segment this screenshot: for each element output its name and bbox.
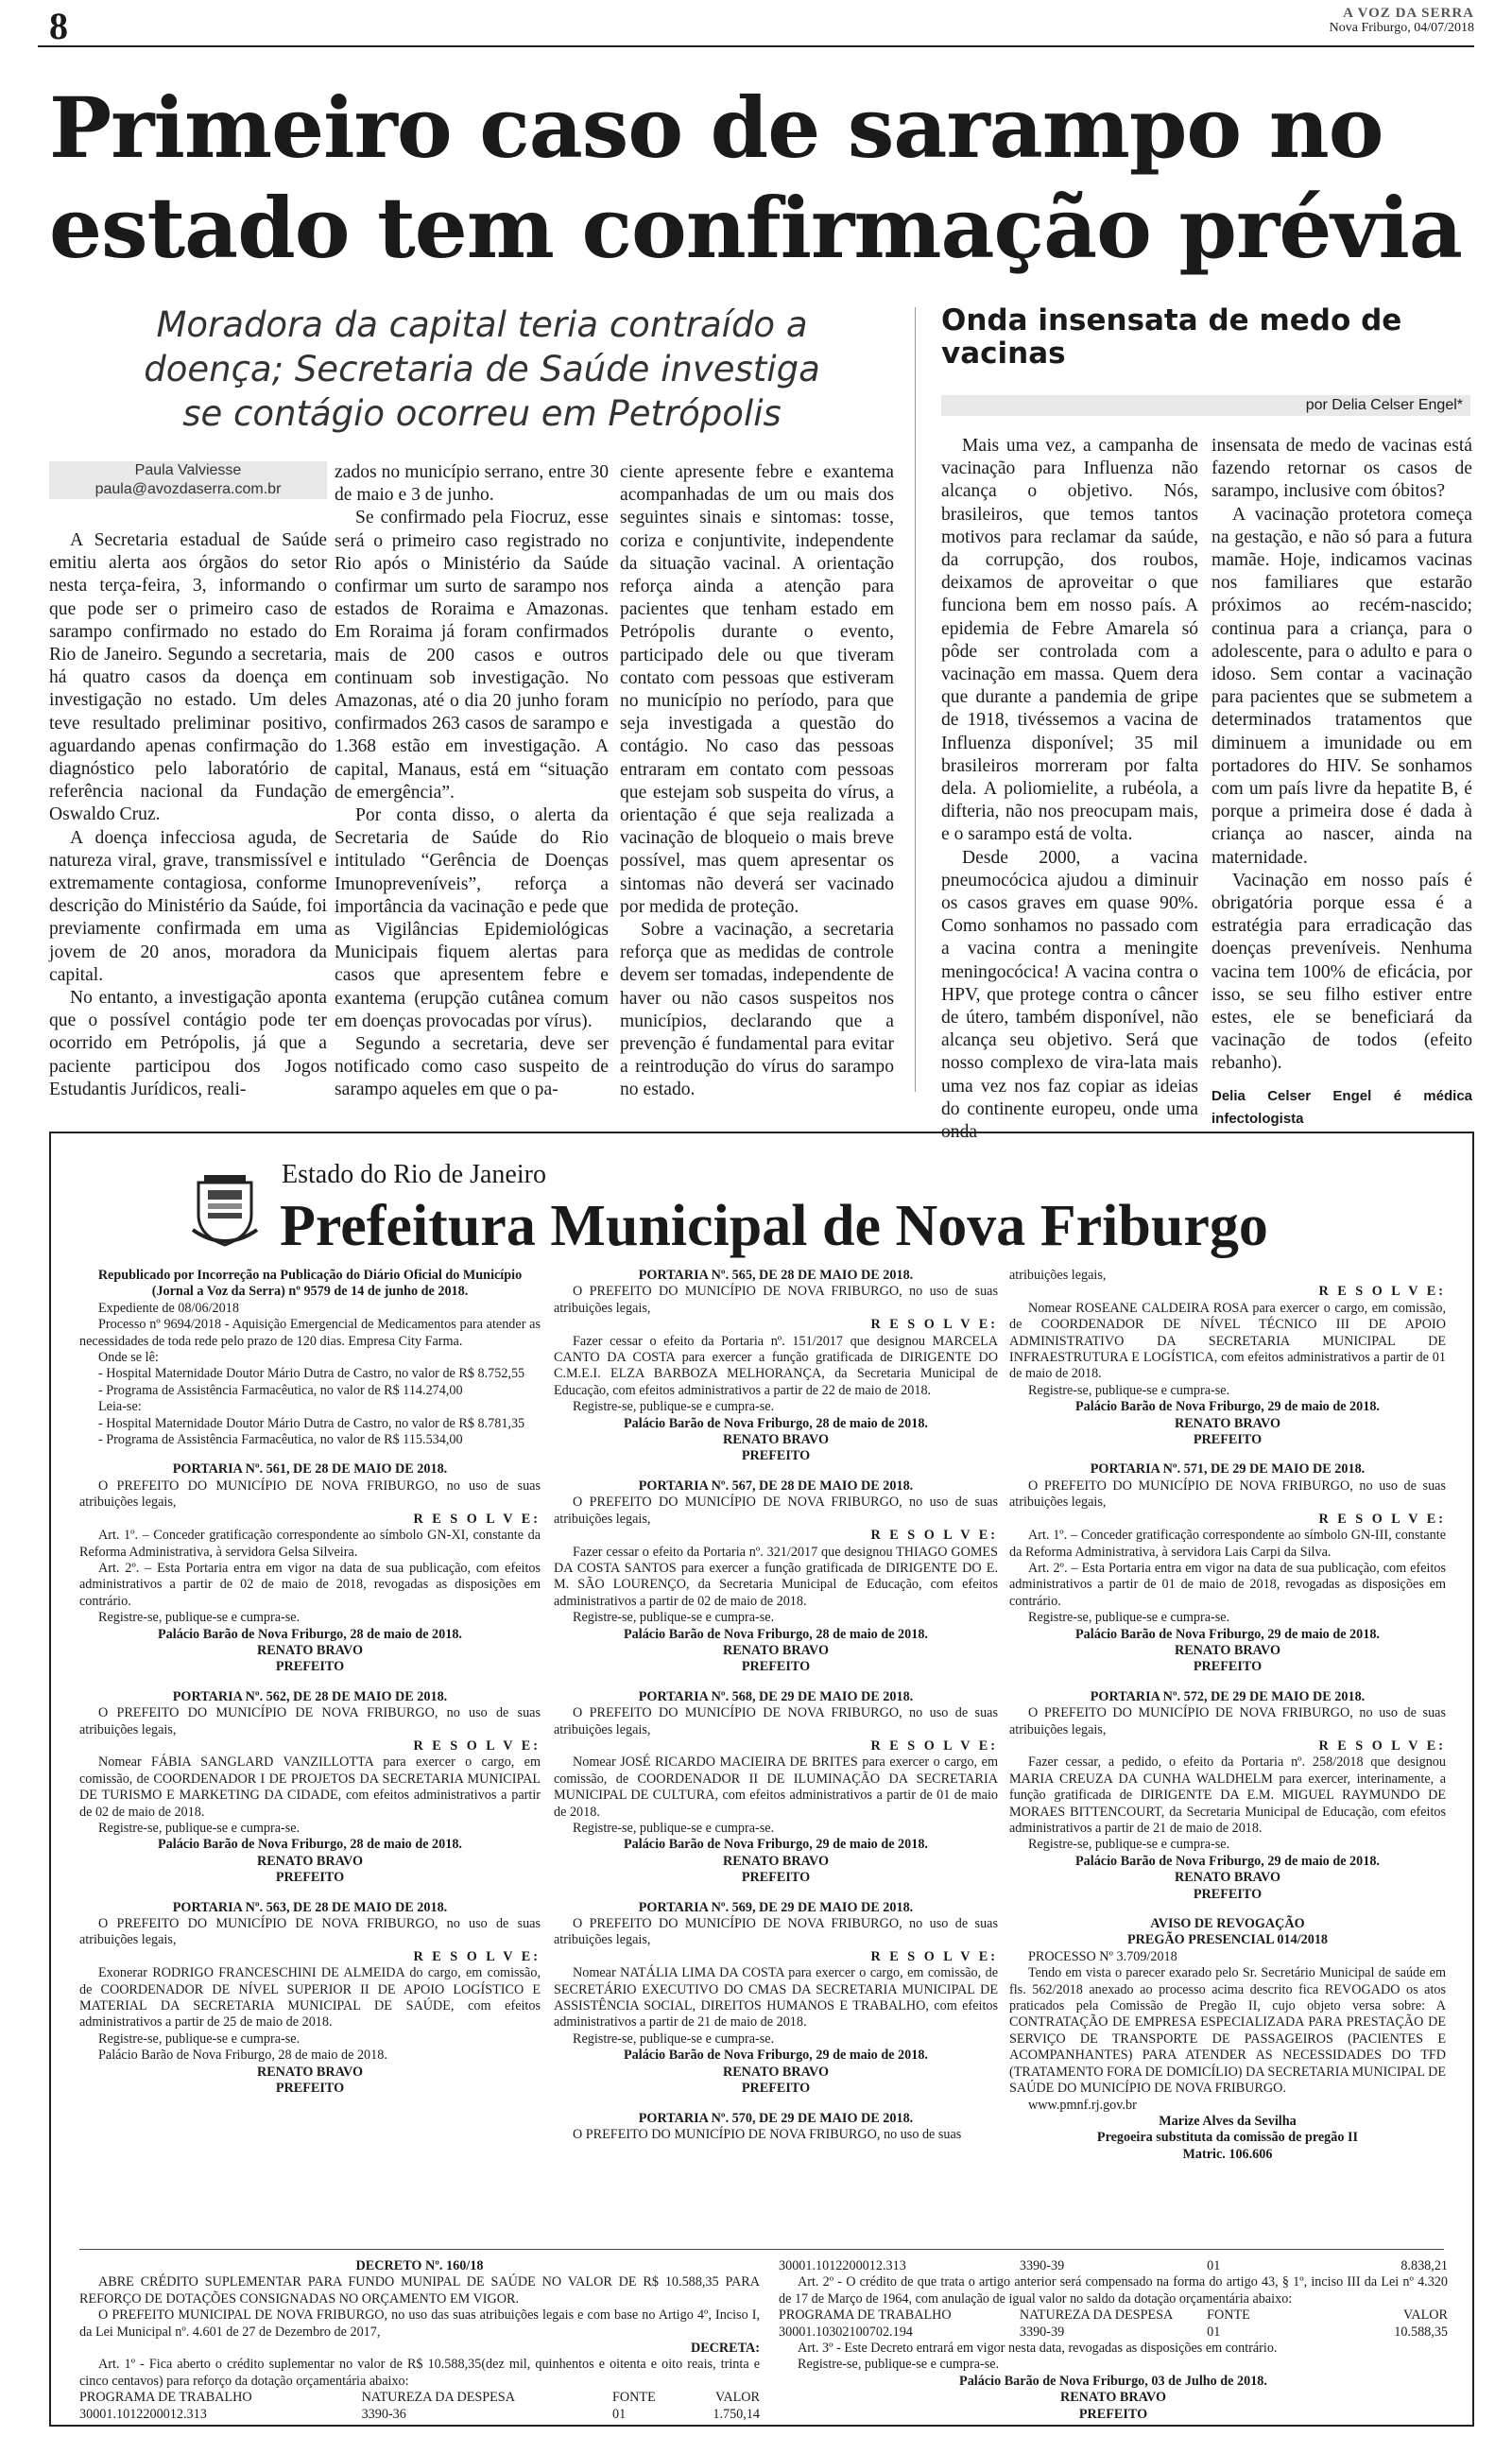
notice-paragraph: Registre-se, publique-se e cumpra-se. <box>573 2031 775 2047</box>
table-header: NATUREZA DA DESPESA <box>361 2390 515 2406</box>
notice-heading: PREFEITO <box>741 1659 811 1675</box>
notice-paragraph: O PREFEITO DO MUNICÍPIO DE NOVA FRIBURGO, no uso de suas atribuições legais, <box>554 1705 998 1737</box>
notice-paragraph: Registre-se, publique-se e cumpra-se. <box>98 1821 301 1836</box>
table-cell: 01 <box>1207 2324 1221 2340</box>
table-cell: 8.838,21 <box>1400 2258 1448 2273</box>
notice-paragraph: O PREFEITO DO MUNICÍPIO DE NOVA FRIBURGO, no uso de suas <box>573 2126 962 2142</box>
notice-heading: Marize Alves da Sevilha <box>1159 2113 1297 2129</box>
table-cell: 1.750,14 <box>713 2406 760 2422</box>
article-column-1 <box>49 529 327 1101</box>
notice-paragraph: Onde se lê: <box>98 1350 159 1366</box>
article-byline <box>49 461 327 499</box>
table-header: VALOR <box>1402 2307 1448 2324</box>
notice-paragraph: - Hospital Maternidade Doutor Mário Dutra de Castro, no valor de R$ 8.752,55 <box>98 1366 525 1382</box>
table-header: NATUREZA DA DESPESA <box>1019 2307 1174 2324</box>
notice-paragraph: Tendo em vista o parecer exarado pelo Sr. Secretário Municipal de saúde em fls. 562/2018 anexado ao processo acima descrito fica REVOGADO os atos praticados pela Comissão de Pregão II, cujo objeto versa sobre: A CONTRATAÇÃO DE EMPRESA ESPECIALIZADA PARA PRESTAÇÃO DE SERVIÇO DE TRANSPORTE DE PASSAGEIROS (PACIENTES E ACOMPANHANTES) PARA ATENDER AS NECESSIDADES DO TFD (TRATAMENTO FORA DE DOMICÍLIO) DA SECRETARIA MUNICIPAL DE SAÚDE DO MUNICÍPIO DE NOVA FRIBURGO. <box>1009 1965 1446 2097</box>
opinion-column-2 <box>1211 435 1472 1131</box>
notice-paragraph: O PREFEITO DO MUNICÍPIO DE NOVA FRIBURGO, no uso de suas atribuições legais, <box>79 1916 541 1948</box>
notice-paragraph: Registre-se, publique-se e cumpra-se. <box>98 1610 301 1626</box>
notice-heading: PORTARIA Nº. 568, DE 29 DE MAIO DE 2018. <box>638 1688 914 1704</box>
decree-signer: RENATO BRAVO <box>1059 2390 1167 2406</box>
paragraph: A vacinação protetora começa na gestação, e não só para a futura mamãe. Hoje, indicamos vacinas nos familiares que estarão próximos ao recém-nascido; continua para a criança, para o adolescente, para o adulto e para o idoso. Sem contar a vacinação para pacientes que se submetem a determinados tratamentos que diminuem a imunidade ou em portadores do HIV. Se sonhamos com um país livre da hepatite B, é porque a primeira dose é dada à criança ao nascer, ainda na maternidade. <box>1211 504 1472 868</box>
notice-heading: PREGÃO PRESENCIAL 014/2018 <box>1126 1932 1329 1948</box>
opinion-column-1 <box>941 435 1198 1144</box>
paragraph: Vacinação em nosso país é obrigatória porque essa é a estratégia para erradicação das doenças preveníveis. Nenhuma vacina tem 100% de eficácia, por isso, se seu filho estiver entre estes, ele se beneficiará da vacinação de todos (efeito rebanho). <box>1211 870 1472 1074</box>
decree-decreta: DECRETA: <box>690 2341 760 2357</box>
notice-paragraph: O PREFEITO DO MUNICÍPIO DE NOVA FRIBURGO, no uso de suas atribuições legais, <box>79 1705 541 1737</box>
notice-paragraph: - Programa de Assistência Farmacêutica, no valor de R$ 114.274,00 <box>98 1382 463 1398</box>
notice-heading: Palácio Barão de Nova Friburgo, 29 de maio de 2018. <box>624 1837 928 1853</box>
notice-paragraph: Art. 2º. – Esta Portaria entra em vigor na data de sua publicação, com efeitos administrativos a partir de 02 de maio de 2018, revogadas as disposições em contrário. <box>79 1560 541 1609</box>
resolve-label: R E S O L V E: <box>1318 1284 1446 1300</box>
notice-paragraph: O PREFEITO DO MUNICÍPIO DE NOVA FRIBURGO, no uso de suas atribuições legais, <box>554 1495 998 1527</box>
notice-paragraph: Nomear FÁBIA SANGLARD VANZILLOTTA para exercer o cargo, em comissão, de COORDENADOR I DE PROJETOS DA SECRETARIA MUNICIPAL DE TURISMO E MARKETING DA CIDADE, com efeitos administrativos a partir de 02 de maio de 2018. <box>79 1754 541 1820</box>
notice-heading: Palácio Barão de Nova Friburgo, 29 de maio de 2018. <box>624 2048 928 2064</box>
notice-heading: Palácio Barão de Nova Friburgo, 29 de maio de 2018. <box>1075 1399 1380 1415</box>
notice-heading: PREFEITO <box>275 1659 345 1675</box>
decree-column-1 <box>79 2258 760 2423</box>
notice-heading: Palácio Barão de Nova Friburgo, 28 de maio de 2018. <box>624 1626 928 1642</box>
masthead-date: Nova Friburgo, 04/07/2018 <box>1329 21 1474 35</box>
opinion-title: Onda insensata de medo de vacinas <box>941 303 1402 371</box>
top-rule <box>38 45 1474 47</box>
notice-heading: RENATO BRAVO <box>1174 1642 1281 1658</box>
resolve-label: R E S O L V E: <box>870 1528 998 1544</box>
notice-paragraph: Art. 1º. – Conceder gratificação correspondente ao símbolo GN-III, constante da Reforma Administrativa, à servidora Lais Carpi da Silva. <box>1009 1528 1446 1560</box>
decree-table-3 <box>779 2307 1448 2341</box>
paragraph: Desde 2000, a vacina pneumocócica ajudou a diminuir os casos graves em quase 90%. Como sonhamos no passado com a vacina contra a meningite meningocócica! A vacina contra o HPV, que protege contra o câncer de útero, também disponível, não alcança seu objetivo. Será que nosso complexo de vira-lata mais uma vez nos faz copiar as ideias do continente europeu, onde uma onda <box>941 847 1198 1143</box>
article-column-2 <box>335 461 609 1102</box>
article-headline: Primeiro caso de sarampo no estado tem confirmação prévia <box>49 78 1462 277</box>
resolve-label: R E S O L V E: <box>413 1948 541 1964</box>
notice-heading: RENATO BRAVO <box>256 2064 364 2080</box>
notice-paragraph: Registre-se, publique-se e cumpra-se. <box>573 1821 775 1836</box>
table-cell: 10.588,35 <box>1394 2324 1448 2340</box>
notice-heading: Palácio Barão de Nova Friburgo, 28 de maio de 2018. <box>158 1837 462 1853</box>
decree-palacio: Palácio Barão de Nova Friburgo, 03 de Julho de 2018. <box>959 2373 1267 2389</box>
notice-heading: PREFEITO <box>1193 1432 1263 1448</box>
notice-heading: PORTARIA Nº. 562, DE 28 DE MAIO DE 2018. <box>172 1688 448 1704</box>
decree-preamble: O PREFEITO MUNICIPAL DE NOVA FRIBURGO, no uso das suas atribuições legais e com base no Artigo 4º, Inciso I, da Lei Municipal nº. 4.601 de 27 de Dezembro de 2017, <box>79 2307 760 2340</box>
notice-heading: PREFEITO <box>741 2081 811 2097</box>
notice-heading: AVISO DE REVOGAÇÃO <box>1150 1916 1305 1932</box>
resolve-label: R E S O L V E: <box>413 1511 541 1527</box>
notice-paragraph: Registre-se, publique-se e cumpra-se. <box>573 1610 775 1626</box>
article-column-3 <box>620 461 894 1102</box>
notice-heading: RENATO BRAVO <box>1174 1415 1281 1431</box>
table-cell: 3390-36 <box>361 2406 406 2422</box>
notice-paragraph: Exonerar RODRIGO FRANCESCHINI DE ALMEIDA do cargo, em comissão, de COORDENADOR DE NÍVEL SUPERIOR II DE APOIO LOGÍSTICO E MATERIAL DA SECRETARIA MUNICIPAL DE SAÚDE, com efeitos administrativos a partir de 25 de maio de 2018. <box>79 1965 541 2031</box>
notice-paragraph: Registre-se, publique-se e cumpra-se. <box>573 1399 775 1415</box>
notice-heading: PREFEITO <box>275 1870 345 1886</box>
notice-heading: RENATO BRAVO <box>722 2064 830 2080</box>
table-header: VALOR <box>714 2390 760 2406</box>
table-cell: 01 <box>612 2406 627 2422</box>
decree-table-2 <box>779 2258 1448 2274</box>
notice-heading: RENATO BRAVO <box>256 1642 364 1658</box>
table-cell: 30001.1012200012.313 <box>779 2258 906 2273</box>
notice-paragraph: Registre-se, publique-se e cumpra-se. <box>1028 1610 1230 1626</box>
decree-ementa: ABRE CRÉDITO SUPLEMENTAR PARA FUNDO MUNIPAL DE SAÚDE NO VALOR DE R$ 10.588,35 PARA REFORÇO DE DOTAÇÕES CONSIGNADAS NO ORÇAMENTO EM VIGOR. <box>79 2274 760 2307</box>
notice-paragraph: Processo nº 9694/2018 - Aquisição Emergencial de Medicamentos para atender as necessidades de toda rede pelo prazo de 120 dias. Empresa City Farma. <box>79 1317 541 1349</box>
page-number: 8 <box>49 5 68 47</box>
notice-heading: PREFEITO <box>741 1448 811 1464</box>
notice-heading: PREFEITO <box>741 1870 811 1886</box>
notice-paragraph: Nomear JOSÉ RICARDO MACIEIRA DE BRITES para exercer o cargo, em comissão, de COORDENADOR II DE ILUMINAÇÃO DA SECRETARIA MUNICIPAL DE CULTURA, com efeitos administrativos a partir de 01 de maio de 2018. <box>554 1754 998 1820</box>
notice-heading: RENATO BRAVO <box>722 1432 830 1448</box>
resolve-label: R E S O L V E: <box>870 1737 998 1754</box>
notice-paragraph: O PREFEITO DO MUNICÍPIO DE NOVA FRIBURGO, no uso de suas atribuições legais, <box>79 1478 541 1511</box>
paragraph: zados no município serrano, entre 30 de maio e 3 de junho. <box>335 462 609 506</box>
notice-heading: PORTARIA Nº. 561, DE 28 DE MAIO DE 2018. <box>172 1461 448 1478</box>
notice-heading: PORTARIA Nº. 563, DE 28 DE MAIO DE 2018. <box>172 1899 448 1915</box>
paragraph: Por conta disso, o alerta da Secretaria de Saúde do Rio intitulado “Gerência de Doenças Imunopreveníveis”, reforça a importância da vacinação e pede que as Vigilâncias Epidemiológicas Municipais fiquem alertas para casos que apresentem febre e exantema (erupção cutânea comum em doenças provocadas por vírus). <box>335 805 609 1031</box>
paragraph: Segundo a secretaria, deve ser notificado como caso suspeito de sarampo aqueles em que o pa- <box>335 1034 609 1100</box>
paragraph: Se confirmado pela Fiocruz, esse será o primeiro caso registrado no Rio após o Ministério da Saúde confirmar um surto de sarampo nos estados de Roraima e Amazonas. Em Roraima já foram confirmados mais de 200 casos e outros continuam sob investigação. No Amazonas, até o dia 20 junho foram confirmados 263 casos de sarampo e 1.368 estão em investigação. A capital, Manaus, está em “situação de emergência”. <box>335 508 609 803</box>
opinion-author: por Delia Celser Engel* <box>941 395 1470 416</box>
decree-art2: Art. 2º - O crédito de que trata o artigo anterior será compensado na forma do artigo 43, § 1º, inciso III da Lei nº 4.320 de 17 de Março de 1964, com anulação de igual valor no saldo da dotação orçamentária abaixo: <box>779 2274 1448 2307</box>
masthead-name: A VOZ DA SERRA <box>1343 6 1474 21</box>
table-cell: 01 <box>1207 2258 1221 2273</box>
decree-divider <box>79 2249 1444 2250</box>
notice-paragraph: Nomear NATÁLIA LIMA DA COSTA para exercer o cargo, em comissão, de SECRETÁRIO EXECUTIVO DO CMAS DA SECRETARIA MUNICIPAL DE ASSISTÊNCIA SOCIAL, DIREITOS HUMANOS E TRABALHO, com efeitos administrativos a partir de 21 de maio de 2018. <box>554 1965 998 2031</box>
notice-heading: Palácio Barão de Nova Friburgo, 28 de maio de 2018. <box>624 1415 928 1431</box>
notice-paragraph: Fazer cessar o efeito da Portaria nº. 151/2017 que designou MARCELA CANTO DA COSTA para exercer a função gratificada de DIRIGENTE DO C.M.E.I. ELZA BARBOZA MELHORANÇA, da Secretaria Municipal de Educação, com efeitos administrativos a partir de 22 de maio de 2018. <box>554 1333 998 1398</box>
notice-heading: Palácio Barão de Nova Friburgo, 29 de maio de 2018. <box>1075 1626 1380 1642</box>
decree-title: DECRETO Nº. 160/18 <box>355 2258 484 2273</box>
table-cell: 3390-39 <box>1019 2258 1065 2273</box>
resolve-label: R E S O L V E: <box>1318 1511 1446 1527</box>
notice-heading: RENATO BRAVO <box>256 1853 364 1869</box>
article-subhead: Moradora da capital teria contraído a doença; Secretaria de Saúde investiga se contágio ocorreu em Petrópolis <box>144 304 820 434</box>
decree-registre: Registre-se, publique-se e cumpra-se. <box>798 2357 1000 2373</box>
table-row <box>779 2324 1448 2341</box>
notice-column-2 <box>554 1268 998 2143</box>
decree-art3: Art. 3º - Este Decreto entrará em vigor nesta data, revogadas as disposições em contrário. <box>798 2341 1278 2357</box>
notice-heading: PREFEITO <box>275 2081 345 2097</box>
notice-paragraph: - Hospital Maternidade Doutor Mário Dutra de Castro, no valor de R$ 8.781,35 <box>98 1415 525 1431</box>
paragraph: ciente apresente febre e exantema acompanhadas de um ou mais dos seguintes sinais e sintomas: tosse, coriza e conjuntivite, independente da situação vacinal. A orientação reforça ainda a atenção para pacientes que tenham estado em Petrópolis durante o evento, participado dele ou que tiveram contato com pessoas que estiveram no município no período, para que seja investigada a questão do contágio. No caso das pessoas entraram em contato com pessoas que estejam sob suspeita do vírus, a orientação é que seja realizada a vacinação de bloqueio o mais breve possível, mas quem apresentar os sintomas não deverá ser vacinado por medida de proteção. <box>620 462 894 917</box>
resolve-label: R E S O L V E: <box>870 1948 998 1964</box>
notice-heading: Palácio Barão de Nova Friburgo, 29 de maio de 2018. <box>1075 1853 1380 1869</box>
paragraph: Sobre a vacinação, a secretaria reforça que as medidas de controle devem ser tomadas, independente de haver ou não casos suspeitos nos municípios, declarando que a prevenção é fundamental para evitar a reintrodução do vírus do sarampo no estado. <box>620 920 894 1100</box>
notice-paragraph: Registre-se, publique-se e cumpra-se. <box>1028 1837 1230 1853</box>
notice-paragraph: Expediente de 08/06/2018 <box>98 1300 239 1316</box>
notice-paragraph: Registre-se, publique-se e cumpra-se. <box>1028 1382 1230 1398</box>
table-cell: 3390-39 <box>1019 2324 1065 2340</box>
opinion-signature: Delia Celser Engel é médica infectologista <box>1211 1087 1472 1127</box>
table-header: FONTE <box>1207 2307 1250 2324</box>
notice-heading: PREFEITO <box>1193 1886 1263 1902</box>
coat-of-arms-icon <box>191 1173 259 1249</box>
ad-state-name: Estado do Rio de Janeiro <box>282 1160 546 1189</box>
notice-column-1 <box>79 1268 541 2098</box>
notice-paragraph: Palácio Barão de Nova Friburgo, 28 de maio de 2018. <box>98 2048 387 2064</box>
notice-heading: RENATO BRAVO <box>1174 1870 1281 1886</box>
table-row <box>779 2258 1448 2274</box>
notice-paragraph: Art. 1º. – Conceder gratificação correspondente ao símbolo GN-XI, constante da Reforma Administrativa, à servidora Gelsa Silveira. <box>79 1528 541 1560</box>
notice-paragraph: - Programa de Assistência Farmacêutica, no valor de R$ 115.534,00 <box>98 1432 463 1448</box>
masthead <box>1330 6 1474 36</box>
paragraph: A doença infecciosa aguda, de natureza viral, grave, transmissível e extremamente contagiosa, conforme descrição do Ministério da Saúde, foi previamente confirmada em uma jovem de 20 anos, moradora da capital. <box>49 827 327 985</box>
resolve-label: R E S O L V E: <box>870 1317 998 1333</box>
byline-email[interactable]: paula@avozdaserra.com.br <box>94 481 282 497</box>
decree-signer-role: PREFEITO <box>1078 2406 1148 2422</box>
table-row <box>79 2407 760 2423</box>
paragraph: No entanto, a investigação aponta que o possível contágio pode ter ocorrido em Petrópolis, já que a paciente participou dos Jogos Estudantis Jurídicos, reali- <box>49 988 327 1099</box>
ad-prefeitura-title: Prefeitura Municipal de Nova Friburgo <box>280 1194 1268 1258</box>
decree-art1: Art. 1º - Fica aberto o crédito suplementar no valor de R$ 10.588,35(dez mil, quinhentos e oitenta e oito reais, trinta e cinco centavos) para reforço da dotação orçamentária abaixo: <box>79 2357 760 2389</box>
decree-column-2 <box>779 2258 1448 2423</box>
table-cell: 30001.10302100702.194 <box>779 2324 913 2340</box>
notice-heading: PORTARIA Nº. 571, DE 29 DE MAIO DE 2018. <box>1090 1461 1366 1478</box>
table-cell: 30001.1012200012.313 <box>79 2406 207 2422</box>
notice-paragraph: PROCESSO Nº 3.709/2018 <box>1028 1948 1177 1964</box>
resolve-label: R E S O L V E: <box>1318 1737 1446 1754</box>
notice-paragraph: O PREFEITO DO MUNICÍPIO DE NOVA FRIBURGO, no uso de suas atribuições legais, <box>554 1916 998 1948</box>
notice-heading: PORTARIA Nº. 569, DE 29 DE MAIO DE 2018. <box>638 1899 914 1915</box>
notice-paragraph: O PREFEITO DO MUNICÍPIO DE NOVA FRIBURGO, no uso de suas atribuições legais, <box>554 1284 998 1316</box>
notice-paragraph: O PREFEITO DO MUNICÍPIO DE NOVA FRIBURGO, no uso de suas atribuições legais, <box>1009 1705 1446 1737</box>
notice-paragraph: www.pmnf.rj.gov.br <box>1028 2097 1137 2113</box>
notice-paragraph: Leia-se: <box>98 1399 142 1415</box>
notice-heading: Matric. 106.606 <box>1182 2146 1273 2162</box>
notice-heading: PORTARIA Nº. 570, DE 29 DE MAIO DE 2018. <box>638 2110 914 2126</box>
notice-paragraph: Fazer cessar, a pedido, o efeito da Portaria nº. 258/2018 que designou MARIA CREUZA DA CUNHA WALDHELM para exercer, interinamente, a função gratificada de DIRIGENTE DA E.M. MIGUEL RAYMUNDO DE MORAES BITTENCOURT, da Secretaria Municipal de Educação, com efeitos administrativos a partir de 21 de maio de 2018. <box>1009 1754 1446 1836</box>
notice-paragraph: Fazer cessar o efeito da Portaria nº. 321/2017 que designou THIAGO GOMES DA COSTA SANTOS para exercer a função gratificada de DIRIGENTE DO E. M. SÃO LOURENÇO, da Secretaria Municipal de Educação, com efeitos administrativos a partir de 02 de maio de 2018. <box>554 1544 998 1609</box>
notice-heading: RENATO BRAVO <box>722 1853 830 1869</box>
notice-paragraph: Nomear ROSEANE CALDEIRA ROSA para exercer o cargo, em comissão, de COORDENADOR DE NÍVEL TÉCNICO III DE APOIO ADMINISTRATIVO DA SECRETARIA MUNICIPAL DE INFRAESTRUTURA E LOGÍSTICA, com efeitos administrativos a partir de 01 de maio de 2018. <box>1009 1300 1446 1382</box>
notice-paragraph: atribuições legais, <box>1009 1268 1107 1283</box>
resolve-label: R E S O L V E: <box>413 1737 541 1754</box>
notice-paragraph: Registre-se, publique-se e cumpra-se. <box>98 2031 301 2047</box>
notice-paragraph: O PREFEITO DO MUNICÍPIO DE NOVA FRIBURGO, no uso de suas atribuições legais, <box>1009 1478 1446 1511</box>
decree-table-1 <box>79 2390 760 2423</box>
notice-heading: PORTARIA Nº. 572, DE 29 DE MAIO DE 2018. <box>1090 1688 1366 1704</box>
notice-heading: Palácio Barão de Nova Friburgo, 28 de maio de 2018. <box>158 1626 462 1642</box>
notice-heading: PORTARIA Nº. 567, DE 28 DE MAIO DE 2018. <box>638 1478 914 1494</box>
paragraph: A Secretaria estadual de Saúde emitiu alerta aos órgãos do setor nesta terça-feira, 3, informando o que pode ser o primeiro caso de sarampo confirmado no estado do Rio de Janeiro. Segundo a secretaria, há quatro casos da doença em investigação no estado. Um deles teve resultado preliminar positivo, aguardando apenas confirmação do diagnóstico pelo laboratório de referência nacional da Fundação Oswaldo Cruz. <box>49 530 327 825</box>
column-divider <box>915 307 916 1092</box>
notice-heading: PREFEITO <box>1193 1659 1263 1675</box>
official-notice-box <box>49 1132 1474 2427</box>
notice-heading: RENATO BRAVO <box>722 1642 830 1658</box>
notice-column-3 <box>1009 1268 1446 2163</box>
notice-heading: Pregoeira substituta da comissão de pregão II <box>1096 2130 1359 2146</box>
notice-paragraph: Art. 2º. – Esta Portaria entra em vigor na data de sua publicação, com efeitos administrativos a partir de 01 de maio de 2018, revogadas as disposições em contrário. <box>1009 1560 1446 1609</box>
byline-name: Paula Valviesse <box>134 462 242 478</box>
table-header: PROGRAMA DE TRABALHO <box>79 2390 252 2406</box>
paragraph: Mais uma vez, a campanha de vacinação para Influenza não alcança o objetivo. Nós, brasileiros, que temos tantos motivos para reclamar da saúde, da corrupção, dos roubos, deixamos de aproveitar o que funciona bem em nosso país. A epidemia de Febre Amarela só pôde ser controlada com a vacinação em massa. Quem dera que durante a pandemia de gripe de 1918, tivéssemos a vacina de Influenza disponível; 35 mil brasileiros morreram por falta dela. A poliomielite, a rubéola, a difteria, não nos preocupam mais, e o sarampo está de volta. <box>941 436 1198 845</box>
notice-heading: Republicado por Incorreção na Publicação do Diário Oficial do Município (Jornal a Voz da Serra) nº 9579 de 14 de junho de 2018. <box>97 1268 523 1300</box>
notice-heading: PORTARIA Nº. 565, DE 28 DE MAIO DE 2018. <box>638 1268 914 1283</box>
table-header: FONTE <box>612 2390 656 2406</box>
table-header: PROGRAMA DE TRABALHO <box>779 2307 952 2324</box>
paragraph: insensata de medo de vacinas está fazendo retornar os casos de sarampo, inclusive com óbitos? <box>1211 436 1472 502</box>
